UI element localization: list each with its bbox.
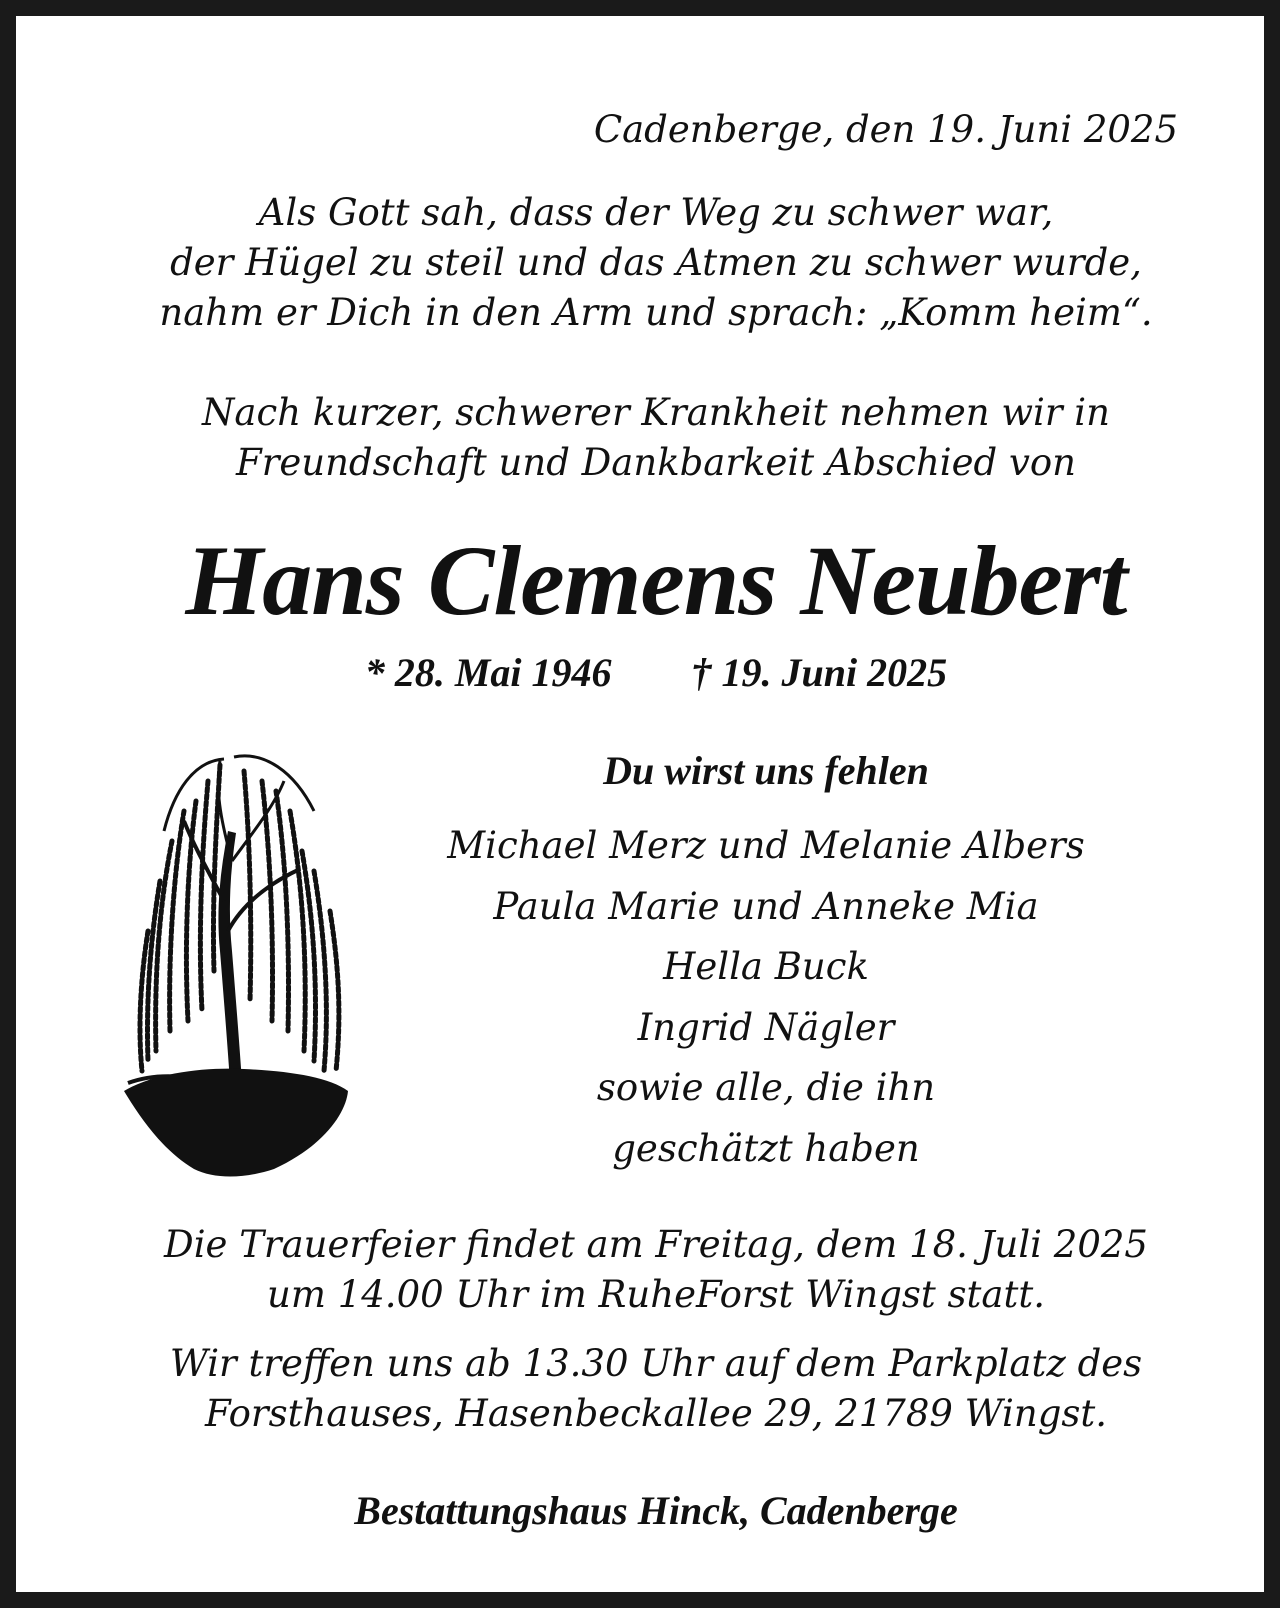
poem-line: der Hügel zu steil und das Atmen zu schwer wurde, [170,241,1142,284]
mourners-list [416,816,1116,1179]
place-date: Cadenberge, den 19. Juni 2025 [593,108,1178,151]
mourner-line: sowie alle, die ihn [596,1066,936,1109]
meeting-info [16,1339,1280,1439]
mourner-line: geschätzt haben [612,1126,920,1170]
meeting-line: Wir treffen uns ab 13.30 Uhr auf dem Parkplatz des [169,1342,1143,1385]
intro-line: Nach kurzer, schwerer Krankheit nehmen wir in [202,391,1110,434]
farewell-phrase: Du wirst uns fehlen [603,748,929,793]
mourner-line: Hella Buck [663,945,869,988]
funeral-home: Bestattungshaus Hinck, Cadenberge [354,1488,958,1533]
mourner-line: Michael Merz und Melanie Albers [447,824,1085,867]
mourner-line: Ingrid Nägler [637,1005,895,1049]
poem-line: nahm er Dich in den Arm und sprach: „Komm heim“. [159,291,1153,334]
birth-date: * 28. Mai 1946 [364,650,612,695]
death-date: † 19. Juni 2025 [691,650,948,695]
ceremony-info [16,1220,1280,1320]
intro-line: Freundschaft und Dankbarkeit Abschied von [236,441,1076,484]
life-dates [16,648,1280,698]
intro-text [16,388,1280,488]
mourner-line: Paula Marie und Anneke Mia [493,884,1039,928]
meeting-line: Forsthauses, Hasenbeckallee 29, 21789 Wingst. [204,1392,1108,1435]
poem [16,188,1280,338]
ceremony-line: Die Trauerfeier findet am Freitag, dem 18. Juli 2025 [164,1223,1148,1266]
deceased-name: Hans Clemens Neubert [185,525,1127,636]
poem-line: Als Gott sah, dass der Weg zu schwer war, [258,191,1054,234]
weeping-willow-icon [124,751,354,1181]
ceremony-line: um 14.00 Uhr im RuheForst Wingst statt. [267,1273,1045,1316]
